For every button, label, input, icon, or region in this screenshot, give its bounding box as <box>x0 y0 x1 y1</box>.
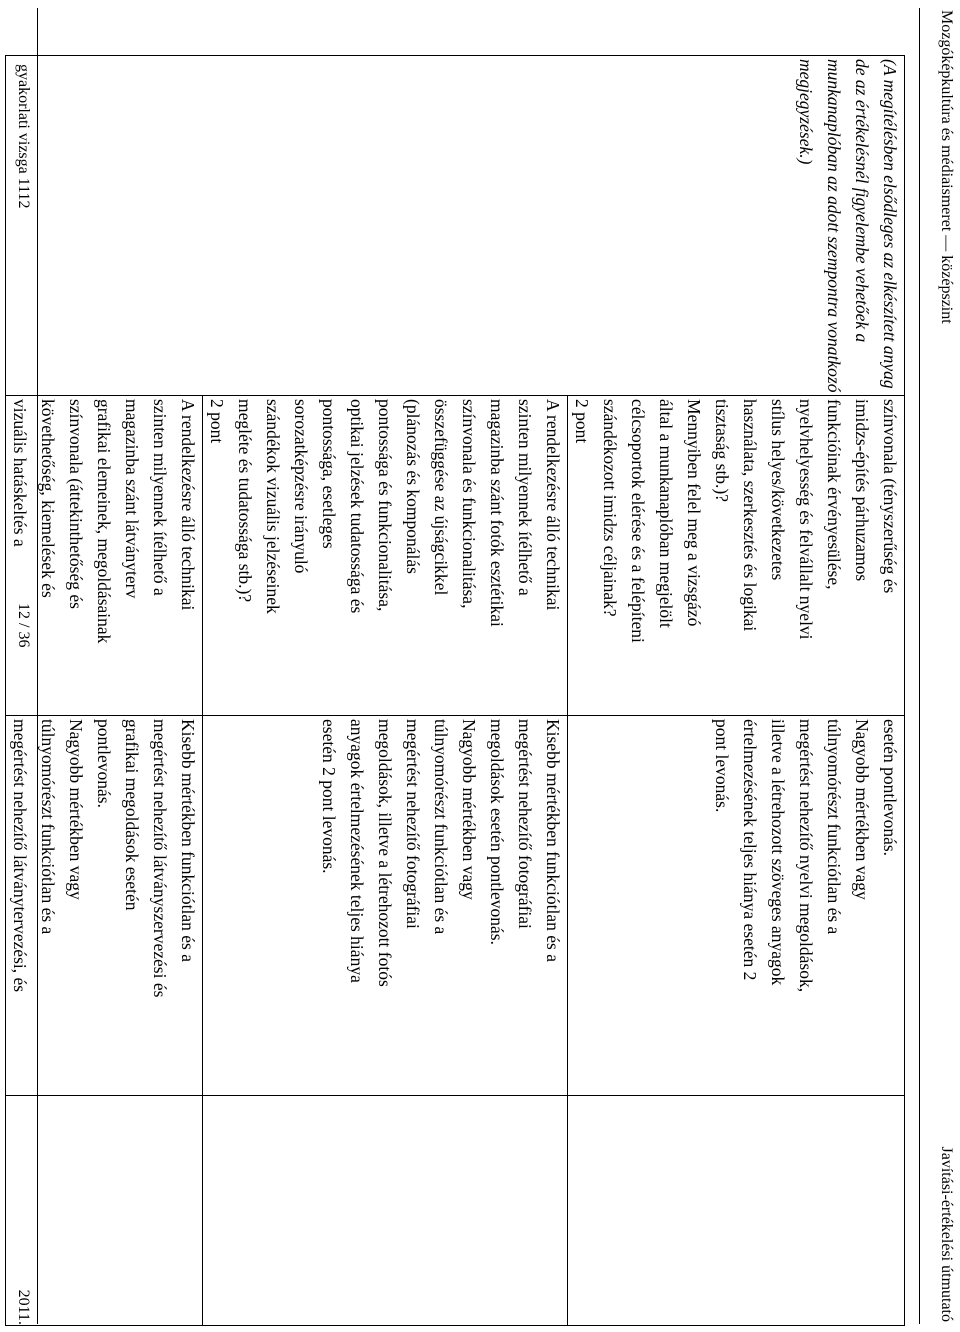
note-line: (A megítélésben elsődleges az elkészített anyag <box>880 59 900 389</box>
scoring-line: Kisebb mértékben funkciótlan és a <box>543 719 563 962</box>
criteria-line: pontossága, esetleges <box>319 399 339 549</box>
criteria-line: A rendelkezésre álló technikai <box>543 399 563 611</box>
criteria-line: használata, szerkesztés és logikai <box>740 399 760 632</box>
scoring-cell <box>568 716 905 1096</box>
criteria-line: vizuális hatáskeltés a <box>10 399 30 547</box>
scoring-line: túlnyomórészt funkciótlan és a <box>38 719 58 935</box>
scoring-line: túlnyomórészt funkciótlan és a <box>431 719 451 935</box>
criteria-line: színvonala és funkcionalitása, <box>459 399 479 609</box>
scoring-cell <box>203 716 568 1096</box>
criteria-line: szinten milyennek ítélhető a <box>515 399 535 596</box>
page-number: 12 / 36 <box>15 603 32 648</box>
scoring-line: Nagyobb mértékben vagy <box>66 719 86 900</box>
note-line: megjegyzések.) <box>796 59 816 165</box>
footer-rule <box>37 8 38 1324</box>
criteria-line: célcsoportok elérése és a felépíteni <box>628 399 648 643</box>
scoring-line: megértést nehezítő fotográfiai <box>515 719 535 929</box>
criteria-cell <box>568 396 905 716</box>
header-left: Mozgóképkultúra és médiaismeret — középszint <box>938 10 955 324</box>
criteria-line: sorozatképzésre irányuló <box>291 399 311 574</box>
criteria-line: optikai jelzések tudatossága és <box>347 399 367 614</box>
scoring-table <box>5 55 905 1326</box>
points-label: 2 pont <box>207 399 227 444</box>
criteria-cell <box>6 396 203 716</box>
scoring-line: Nagyobb mértékben vagy <box>459 719 479 900</box>
criteria-line: stílus helyes/következetes <box>768 399 788 581</box>
empty-cell <box>568 1096 905 1326</box>
scoring-line: pontlevonás. <box>94 719 114 808</box>
scoring-line: Kisebb mértékben funkciótlan és a <box>178 719 198 962</box>
scoring-line: anyagok értelmezésének teljes hiánya <box>347 719 367 983</box>
empty-cell <box>6 1096 203 1326</box>
scoring-line: grafikai megoldások esetén <box>122 719 142 911</box>
scoring-line: Nagyobb mértékben vagy <box>852 719 872 900</box>
criteria-line: (plánozás és komponálás <box>403 399 423 574</box>
criteria-line: pontossága és funkcionalitása, <box>375 399 395 612</box>
criteria-line: színvonala (áttekinthetőség és <box>66 399 86 609</box>
scoring-line: megoldások esetén pontlevonás. <box>487 719 507 945</box>
criteria-line: tisztaság stb.)? <box>712 399 732 503</box>
empty-cell <box>203 1096 568 1326</box>
note-line: munkanaplóban az adott szempontra vonatkozó <box>824 59 844 393</box>
header-right: Javítási-értékelési útmutató <box>938 1146 955 1322</box>
criteria-line: által a munkanaplóban megjelölt <box>656 399 676 628</box>
scoring-line: megértést nehezítő fotográfiai <box>403 719 423 929</box>
criteria-line: A rendelkezésre álló technikai <box>178 399 198 611</box>
scoring-line: illetve a létrehozott szöveges anyagok <box>768 719 788 986</box>
criteria-line: színvonala (tényszerűség és <box>880 399 900 594</box>
criteria-line: szándékozott imidzs céljainak? <box>600 399 620 617</box>
scoring-line: megértést nehezítő látványszervezési és <box>150 719 170 998</box>
criteria-line: Mennyiben felel meg a vizsgázó <box>684 399 704 627</box>
scoring-line: esetén 2 pont levonás. <box>319 719 339 874</box>
criteria-line: összefüggése az újságcikkel <box>431 399 451 596</box>
scoring-line: esetén pontlevonás. <box>880 719 900 857</box>
scoring-line: értelmezésének teljes hiánya esetén 2 <box>740 719 760 981</box>
scoring-line: túlnyomórészt funkciótlan és a <box>824 719 844 935</box>
points-label: 2 pont <box>572 399 592 444</box>
assessment-note <box>6 56 905 396</box>
criteria-line: imidzs-építés párhuzamos <box>852 399 872 582</box>
criteria-line: nyelvhelyesség és felvállalt nyelvi <box>796 399 816 640</box>
criteria-line: követhetőség, kiemelések és <box>38 399 58 598</box>
scoring-cell <box>6 716 203 1096</box>
criteria-cell <box>203 396 568 716</box>
criteria-line: magazinba szánt fotók esztétikai <box>487 399 507 627</box>
scoring-line: megértést nehezítő látványtervezési, és <box>10 719 30 993</box>
scoring-line: pont levonás. <box>712 719 732 813</box>
criteria-line: szándékok vizuális jelzéseinek <box>263 399 283 614</box>
header-rule <box>919 8 920 1324</box>
criteria-line: funkcióinak érvényesülése, <box>824 399 844 590</box>
scoring-line: megoldások, illetve a létrehozott fotós <box>375 719 395 987</box>
table-row <box>568 56 905 1326</box>
criteria-line: szinten milyennek ítélhető a <box>150 399 170 596</box>
criteria-line: magazinba szánt látványterv <box>122 399 142 599</box>
note-line: de az értékelésnél figyelembe vehetőek a <box>852 59 872 343</box>
footer-right: 2011. <box>15 1289 32 1325</box>
criteria-line: megléte és tudatossága stb.)? <box>235 399 255 603</box>
scoring-line: megértést nehezítő nyelvi megoldások, <box>796 719 816 993</box>
footer-left: gyakorlati vizsga 1112 <box>15 64 32 209</box>
criteria-line: grafikai elemeinek, megoldásainak <box>94 399 114 644</box>
